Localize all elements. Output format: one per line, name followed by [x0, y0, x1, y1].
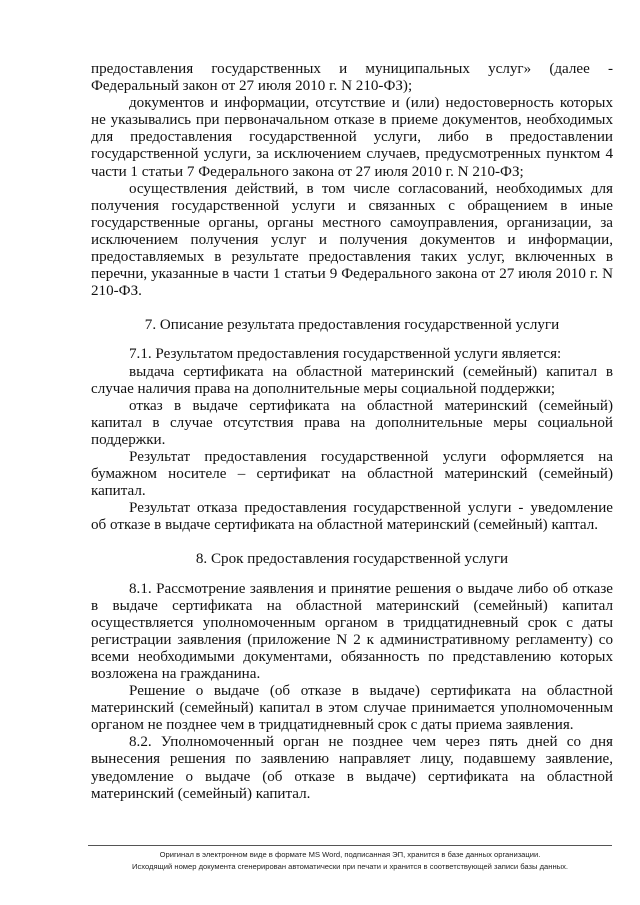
paragraph-7-result: Результат предоставления государственной услуги оформляется на бумажном носителе – сертификат на областной материнский (семейный) капитал. [91, 448, 613, 500]
section-heading-7: 7. Описание результата предоставления государственной услуги [144, 317, 560, 334]
paragraph-8-decision: Решение о выдаче (об отказе в выдаче) сертификата на областной материнский (семейный) капитал в этом случае принимается уполномоченным органом не позднее чем в тридцатидневный срок с даты приема заявления. [91, 683, 613, 734]
footer-note-original: Оригинал в электронном виде в формате MS Word, подписанная ЭП, хранится в базе данных организации. [159, 850, 541, 859]
footer-divider [88, 845, 612, 846]
paragraph-8-1: 8.1. Рассмотрение заявления и принятие решения о выдаче либо об отказе в выдаче сертификата на областной материнский (семейный) капитал осуществляется уполномоченным органом в тридцатидневный срок с даты регистрации заявления (приложение N 2 к административному регламенту) со всеми необходимыми документами, обязанность по представлению которых возложена на гражданина. [91, 580, 613, 682]
paragraph-actions: осуществления действий, в том числе согласований, необходимых для получения государственной услуги и связанных с обращением в иные государственные органы, органы местного самоуправления, организации, за исключением получения услуг и получения документов и информации, предоставляемых в результате предоставления таких услуг, включенных в перечни, указанные в части 1 статьи 9 Федерального закона от 27 июля 2010 г. N 210-ФЗ. [91, 180, 613, 300]
footer-note-number: Исходящий номер документа сгенерирован автоматически при печати и хранится в соответствующей записи базы данных. [131, 862, 568, 871]
paragraph-7-refusal-result: Результат отказа предоставления государственной услуги - уведомление об отказе в выдаче сертификата на областной материнский (семейный) каптал. [91, 500, 613, 534]
paragraph-8-2: 8.2. Уполномоченный орган не позднее чем через пять дней со дня вынесения решения по заявлению направляет лицу, подавшему заявление, уведомление о выдаче (об отказе в выдаче) сертификата на областной материнский (семейный) капитал. [91, 734, 613, 802]
paragraph-documents: документов и информации, отсутствие и (или) недостоверность которых не указывались при первоначальном отказе в приеме документов, необходимых для предоставления государственной услуги, либо в предоставлении государственной услуги, за исключением случаев, предусмотренных пунктом 4 части 1 статьи 7 Федерального закона от 27 июля 2010 г. N 210-ФЗ; [91, 95, 613, 180]
paragraph-7-1: 7.1. Результатом предоставления государственной услуги является: [129, 346, 562, 363]
paragraph-law-reference: предоставления государственных и муниципальных услуг» (далее - Федеральный закон от 27 июля 2010 г. N 210-ФЗ); [91, 61, 613, 95]
document-body [91, 61, 613, 803]
section-heading-8: 8. Срок предоставления государственной услуги [195, 551, 509, 568]
paragraph-7-refusal: отказ в выдаче сертификата на областной материнский (семейный) капитал в случае отсутствия права на дополнительные меры социальной поддержки. [91, 397, 613, 448]
paragraph-7-issue: выдача сертификата на областной материнский (семейный) капитал в случае наличия права на дополнительные меры социальной поддержки; [91, 363, 613, 397]
